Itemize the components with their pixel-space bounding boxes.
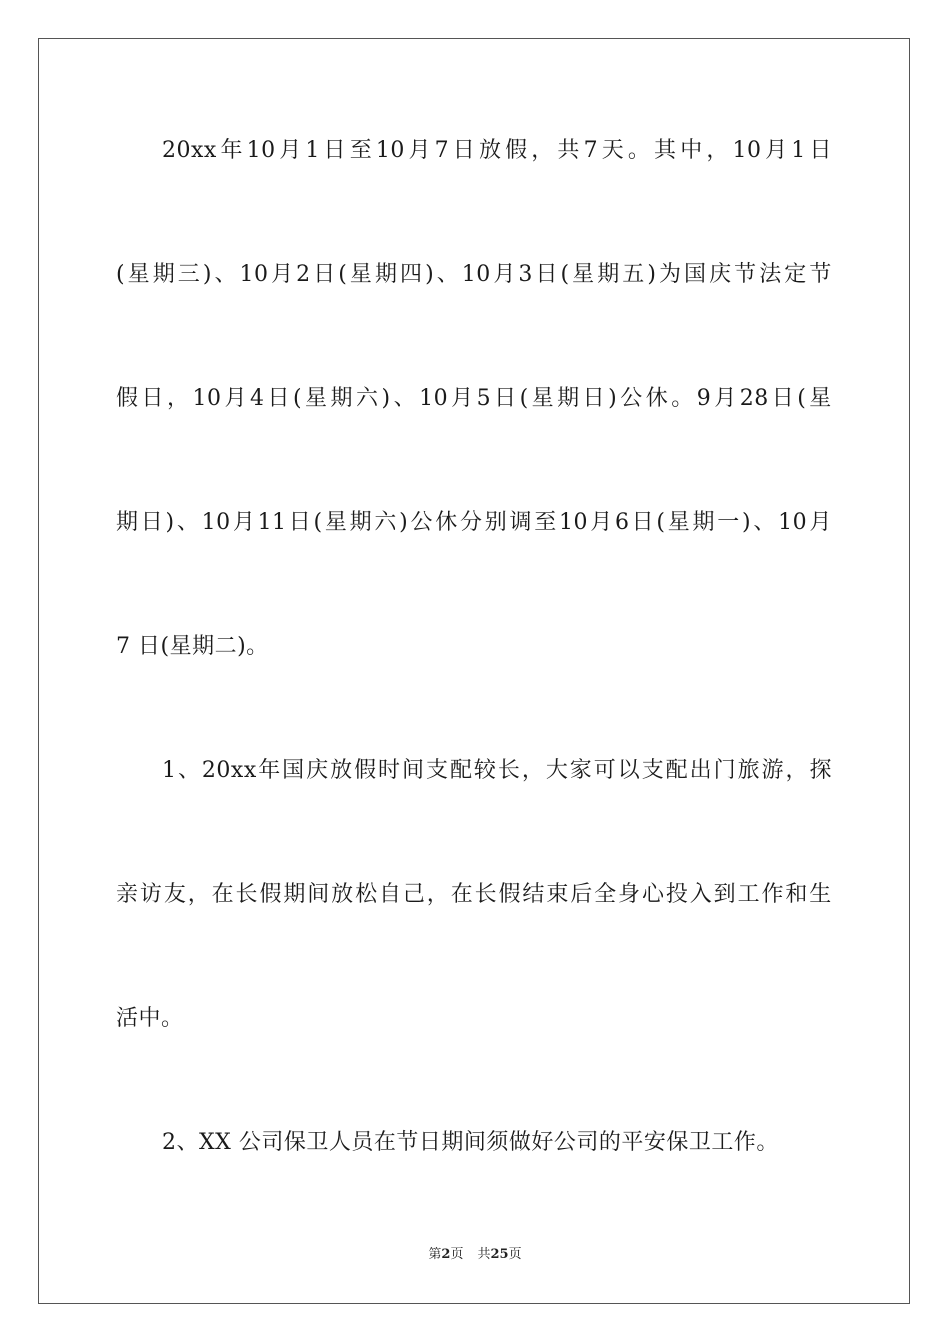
footer-total-pages: 25 — [490, 1247, 509, 1262]
text-line: 20xx 年 10 月 1 日 至 10 月 7 日 放 假 ， 共 7 天 。 其 中 ， 10 月 1 日 — [162, 138, 832, 163]
footer-page-number: 2 — [441, 1247, 451, 1262]
text-line: 活中。 — [116, 1006, 184, 1031]
footer-page-prefix: 第 — [428, 1247, 442, 1262]
text-line: 1 、 20xx 年 国 庆 放 假 时 间 支 配 较 长 ， 大 家 可 以 支 配 出 门 旅 游 ， 探 — [162, 758, 832, 783]
text-line: 期 日 ) 、 10 月 11 日 ( 星 期 六 ) 公 休 分 别 调 至 10 月 6 日 ( 星 期 一 ) 、 10 月 — [116, 510, 832, 535]
text-line: 亲 访 友 ， 在 长 假 期 间 放 松 自 己 ， 在 长 假 结 束 后 全 身 心 投 入 到 工 作 和 生 — [116, 882, 832, 907]
footer-total-prefix: 共 — [477, 1247, 491, 1262]
page-footer — [0, 1246, 950, 1264]
text-line: 假 日 ， 10 月 4 日 ( 星 期 六 ) 、 10 月 5 日 ( 星 期 日 ) 公 休 。 9 月 28 日 ( 星 — [116, 386, 832, 411]
footer-total-suffix: 页 — [508, 1247, 522, 1262]
page-frame — [38, 38, 910, 1304]
footer-page-suffix: 页 — [450, 1247, 464, 1262]
text-line: 7 日(星期二)。 — [116, 634, 269, 659]
text-line: ( 星 期 三 ) 、 10 月 2 日 ( 星 期 四 ) 、 10 月 3 日 ( 星 期 五 ) 为 国 庆 节 法 定 节 — [116, 262, 832, 287]
text-line: 2、XX 公司保卫人员在节日期间须做好公司的平安保卫工作。 — [162, 1130, 779, 1155]
